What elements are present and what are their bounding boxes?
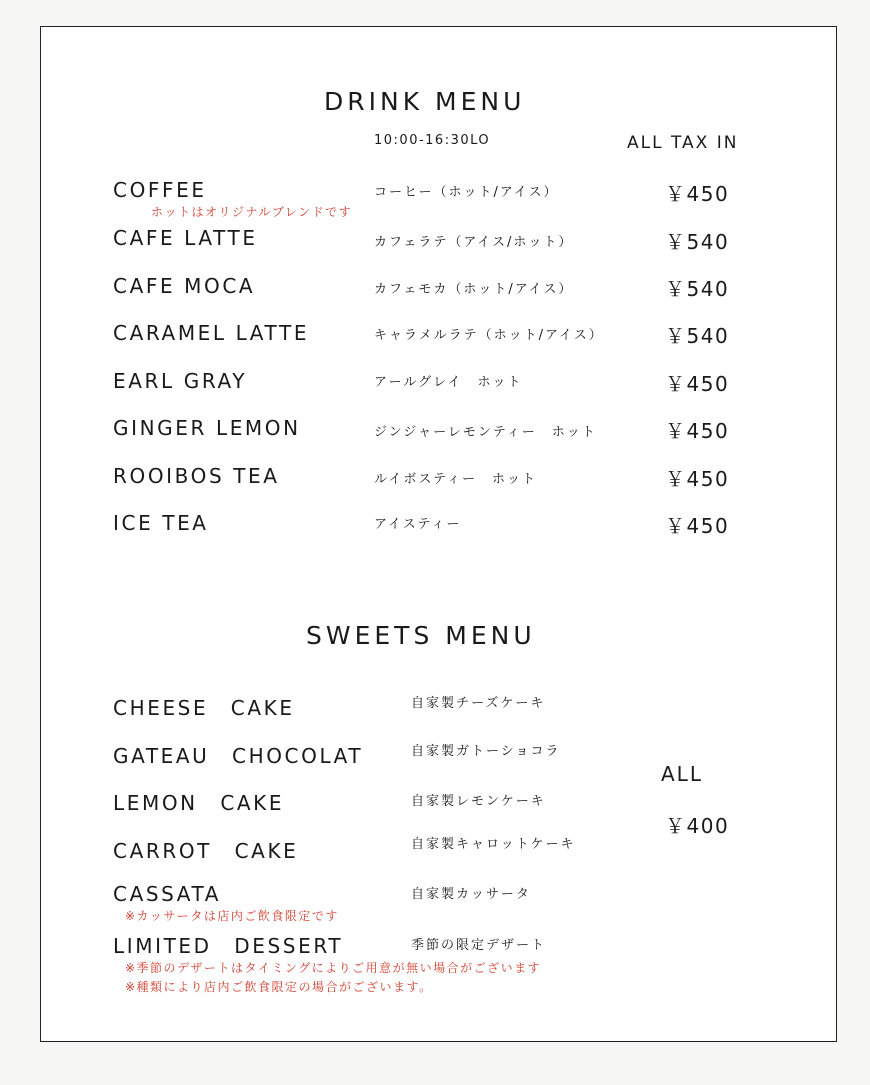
drink-price: ￥450: [665, 372, 730, 396]
footnote-dine-in: ※種類により店内ご飲食限定の場合がございます。: [125, 980, 433, 994]
sweet-name-jp: 季節の限定デザート: [411, 938, 547, 953]
drink-hours: 10:00-16:30LO: [374, 133, 491, 148]
drink-name-jp: ルイボスティー ホット: [374, 472, 538, 487]
drink-price: ￥540: [665, 230, 730, 254]
drink-price: ￥450: [665, 514, 730, 538]
tax-in-label: ALL TAX IN: [627, 133, 739, 153]
drink-name-jp: カフェモカ（ホット/アイス）: [374, 282, 574, 297]
drink-name: COFFEE: [113, 178, 207, 202]
sweet-name: LEMON CAKE: [113, 791, 285, 815]
drink-price: ￥540: [665, 324, 730, 348]
sweet-name-jp: 自家製ガトーショコラ: [411, 744, 561, 759]
drink-price: ￥450: [665, 467, 730, 491]
drink-name: EARL GRAY: [113, 369, 248, 393]
drink-name: ROOIBOS TEA: [113, 464, 280, 488]
drink-name: CARAMEL LATTE: [113, 321, 310, 345]
drink-name: CAFE MOCA: [113, 274, 256, 298]
footnote-seasonal: ※季節のデザートはタイミングによりご用意が無い場合がございます: [125, 961, 542, 975]
menu-board: [40, 26, 837, 1042]
drink-name-jp: コーヒー（ホット/アイス）: [374, 185, 559, 200]
drink-name-jp: カフェラテ（アイス/ホット）: [374, 235, 574, 250]
cassata-note: ※カッサータは店内ご飲食限定です: [125, 909, 339, 923]
drink-name-jp: アールグレイ ホット: [374, 375, 523, 390]
sweet-name-jp: 自家製レモンケーキ: [411, 794, 546, 809]
sweet-name: LIMITED DESSERT: [113, 934, 344, 958]
drink-name: GINGER LEMON: [113, 416, 301, 440]
sweet-name: CHEESE CAKE: [113, 696, 295, 720]
drink-name: ICE TEA: [113, 511, 209, 535]
coffee-note: ホットはオリジナルブレンドです: [151, 205, 353, 219]
sweets-menu-title: SWEETS MENU: [306, 621, 536, 650]
sweet-name: CASSATA: [113, 882, 222, 906]
drink-name-jp: アイスティー: [374, 517, 462, 532]
drink-price: ￥540: [665, 277, 730, 301]
drink-price: ￥450: [665, 419, 730, 443]
sweet-name-jp: 自家製チーズケーキ: [411, 696, 546, 711]
drink-menu-title: DRINK MENU: [324, 87, 526, 116]
sweets-all-label: ALL: [661, 762, 703, 786]
drink-name-jp: キャラメルラテ（ホット/アイス）: [374, 328, 604, 343]
sweet-name: GATEAU CHOCOLAT: [113, 744, 364, 768]
sweet-name: CARROT CAKE: [113, 839, 299, 863]
drink-price: ￥450: [665, 182, 730, 206]
sweets-all-price: ￥400: [665, 814, 730, 838]
drink-name-jp: ジンジャーレモンティー ホット: [374, 425, 597, 440]
drink-name: CAFE LATTE: [113, 226, 258, 250]
sweet-name-jp: 自家製キャロットケーキ: [411, 837, 576, 852]
sweet-name-jp: 自家製カッサータ: [411, 887, 531, 902]
